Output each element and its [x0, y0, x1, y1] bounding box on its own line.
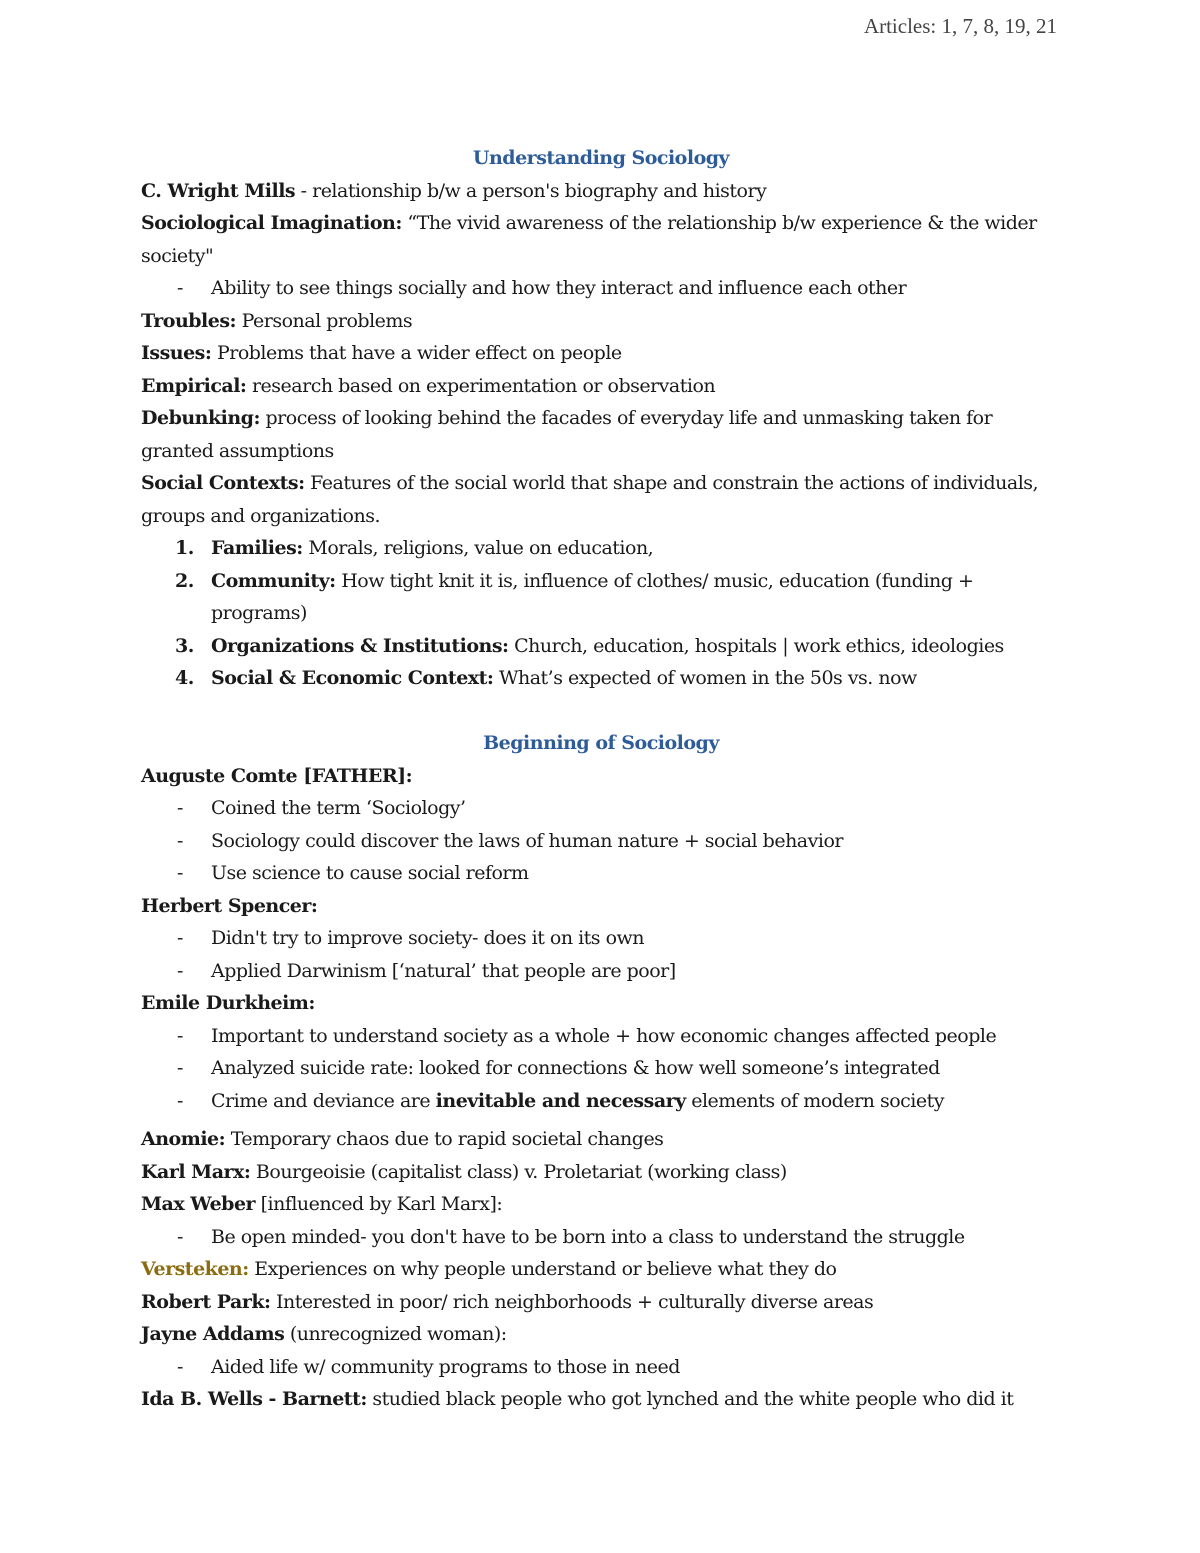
term-troubles: [141, 305, 1061, 338]
term-debunking: [141, 402, 1061, 467]
document-page: [141, 142, 1061, 1416]
bullet-item: - Didn't try to improve society- does it on its own: [141, 922, 1061, 955]
numbered-item: [141, 630, 1061, 663]
item-term: Families:: [211, 537, 303, 559]
bullet-text: elements of modern society: [685, 1089, 944, 1112]
item-definition: Morals, religions, value on education,: [302, 537, 654, 559]
term-label: Social Contexts:: [141, 472, 305, 494]
term-definition: Experiences on why people understand or believe what they do: [248, 1258, 837, 1280]
bullet-item: - Be open minded- you don't have to be born into a class to understand the struggle: [141, 1221, 1061, 1254]
term-definition: Interested in poor/ rich neighborhoods + culturally diverse areas: [270, 1290, 874, 1313]
term-label: Anomie:: [141, 1128, 226, 1150]
term-label: Ida B. Wells - Barnett:: [141, 1388, 367, 1410]
term-spencer: Herbert Spencer:: [141, 894, 318, 917]
bullet-item: - Important to understand society as a whole + how economic changes affected people: [141, 1020, 1061, 1053]
bullet-text: Crime and deviance are: [211, 1089, 436, 1112]
term-label: Debunking:: [141, 407, 260, 429]
item-term: Social & Economic Context:: [211, 667, 494, 689]
bullet-item: - Aided life w/ community programs to those in need: [141, 1351, 1061, 1384]
term-empirical: [141, 370, 1061, 403]
term-label: Versteken:: [141, 1258, 249, 1280]
section-title-understanding: Understanding Sociology: [472, 147, 730, 169]
term-definition: “The vivid awareness of the relationship b/w experience & the wider society": [141, 212, 1037, 267]
term-definition: Personal problems: [236, 309, 413, 332]
term-addams: [141, 1318, 1061, 1351]
bullet-item: - Ability to see things socially and how they interact and influence each other: [141, 272, 1061, 305]
term-versteken: [141, 1253, 1061, 1286]
term-label: Issues:: [141, 342, 212, 364]
term-label: Troubles:: [141, 309, 237, 332]
term-definition: Problems that have a wider effect on people: [211, 342, 622, 364]
term-definition: (unrecognized woman):: [284, 1323, 507, 1345]
bullet-item: - Sociology could discover the laws of human nature + social behavior: [141, 825, 1061, 858]
section-title-beginning: Beginning of Sociology: [483, 732, 719, 754]
term-anomie: [141, 1123, 1061, 1156]
term-sociological-imagination: [141, 207, 1061, 272]
header-note: Articles: 1, 7, 8, 19, 21: [863, 14, 1057, 38]
term-definition: studied black people who got lynched and the white people who did it: [366, 1388, 1014, 1410]
term-label: C. Wright Mills: [141, 179, 296, 202]
bullet-emphasis: inevitable and necessary: [435, 1089, 686, 1112]
item-number: 1.: [175, 537, 194, 559]
item-definition: What’s expected of women in the 50s vs. now: [493, 667, 917, 689]
term-definition: Bourgeoisie (capitalist class) v. Proletariat (working class): [250, 1160, 787, 1183]
numbered-item: [141, 565, 1061, 630]
section-spacer: [141, 695, 1061, 728]
term-comte: Auguste Comte [FATHER]:: [141, 764, 413, 787]
term-issues: [141, 337, 1061, 370]
term-label: Robert Park:: [141, 1290, 271, 1313]
item-number: 4.: [175, 667, 194, 689]
numbered-item: [141, 662, 1061, 695]
term-definition: process of looking behind the facades of everyday life and unmasking taken for granted assumptions: [141, 407, 993, 462]
bullet-item: - Use science to cause social reform: [141, 857, 1061, 890]
term-marx: [141, 1156, 1061, 1189]
term-park: [141, 1286, 1061, 1319]
term-weber: [141, 1188, 1061, 1221]
term-social-contexts: [141, 467, 1061, 532]
bullet-item: - Applied Darwinism [‘natural’ that people are poor]: [141, 955, 1061, 988]
term-label: Max Weber: [141, 1193, 256, 1215]
term-definition: research based on experimentation or observation: [246, 374, 716, 397]
item-number: 3.: [175, 634, 194, 657]
bullet-item: - Coined the term ‘Sociology’: [141, 792, 1061, 825]
item-definition: How tight knit it is, influence of clothes/ music, education (funding + programs): [211, 569, 974, 624]
term-durkheim: Emile Durkheim:: [141, 992, 315, 1014]
item-term: Organizations & Institutions:: [211, 634, 509, 657]
term-label: Jayne Addams: [141, 1323, 285, 1345]
item-definition: Church, education, hospitals | work ethics, ideologies: [508, 634, 1004, 657]
bullet-item: - Analyzed suicide rate: looked for connections & how well someone’s integrated: [141, 1052, 1061, 1085]
item-number: 2.: [175, 569, 194, 592]
numbered-item: [141, 532, 1061, 565]
term-definition: Features of the social world that shape and constrain the actions of individuals, groups and organizations.: [141, 472, 1039, 527]
term-wells-barnett: [141, 1383, 1061, 1416]
term-label: Karl Marx:: [141, 1160, 251, 1183]
term-definition: [influenced by Karl Marx]:: [255, 1193, 503, 1215]
item-term: Community:: [211, 569, 336, 592]
term-label: Empirical:: [141, 374, 247, 397]
term-mills: [141, 175, 1061, 208]
term-label: Sociological Imagination:: [141, 212, 402, 234]
term-definition: Temporary chaos due to rapid societal changes: [225, 1128, 664, 1150]
term-definition: - relationship b/w a person's biography and history: [295, 179, 767, 202]
bullet-item: [141, 1085, 1061, 1118]
